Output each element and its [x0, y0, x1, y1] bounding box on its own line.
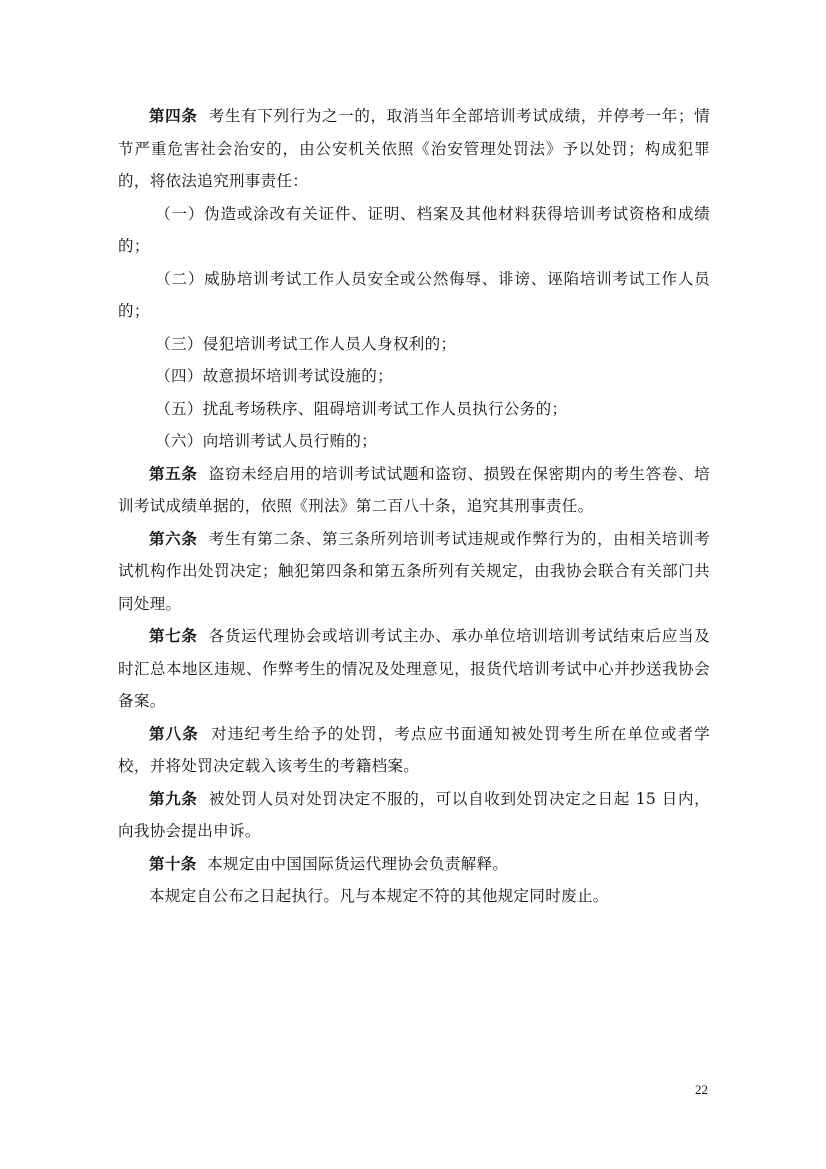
article-4 — [118, 100, 710, 198]
article-heading: 第七条 — [149, 626, 198, 645]
article-heading: 第十条 — [149, 853, 197, 873]
article-text: 考生有下列行为之一的，取消当年全部培训考试成绩，并停考一年；情节严重危害社会治安的，由公安机关依照《治安管理处罚法》予以处罚；构成犯罪的，将依法追究刑事责任： — [118, 107, 710, 190]
article-4-item-6: （六）向培训考试人员行贿的； — [155, 432, 378, 450]
article-text: 盗窃未经启用的培训考试试题和盗窃、损毁在保密期内的考生答卷、培训考试成绩单据的，依照《刑法》第二百八十条，追究其刑事责任。 — [118, 464, 710, 515]
article-9 — [118, 783, 710, 848]
closing-paragraph: 本规定自公布之日起执行。凡与本规定不符的其他规定同时废止。 — [149, 887, 609, 905]
article-text: 被处罚人员对处罚决定不服的，可以自收到处罚决定之日起 15 日内，向我协会提出申诉。 — [118, 789, 710, 840]
article-4-item-5: （五）扰乱考场秩序、阻碍培训考试工作人员执行公务的； — [155, 399, 568, 418]
article-4-item-3: （三）侵犯培训考试工作人员人身权利的； — [155, 334, 457, 353]
article-text: 本规定由中国国际货运代理协会负责解释。 — [207, 854, 509, 873]
article-5 — [118, 458, 710, 523]
article-8 — [118, 718, 710, 783]
document-body — [118, 100, 710, 913]
article-4-item-2: （二）威胁培训考试工作人员安全或公然侮辱、诽谤、诬陷培训考试工作人员的； — [118, 269, 710, 320]
article-6 — [118, 523, 710, 621]
article-4-item-4: （四）故意损坏培训考试设施的； — [155, 367, 393, 385]
article-text: 对违纪考生给予的处罚，考点应书面通知被处罚考生所在单位或者学校，并将处罚决定载入该考生的考籍档案。 — [118, 724, 710, 775]
article-10 — [118, 848, 710, 881]
article-heading: 第九条 — [149, 788, 198, 808]
article-heading: 第六条 — [149, 528, 198, 548]
page-number: 22 — [695, 1082, 708, 1097]
article-heading: 第八条 — [149, 723, 199, 743]
article-heading: 第五条 — [149, 463, 198, 483]
article-text: 各货运代理协会或培训考试主办、承办单位培训培训考试结束后应当及时汇总本地区违规、作弊考生的情况及处理意见，报货代培训考试中心并抄送我协会备案。 — [118, 627, 710, 710]
article-4-item-1: （一）伪造或涂改有关证件、证明、档案及其他材料获得培训考试资格和成绩的； — [118, 204, 710, 255]
article-7 — [118, 620, 710, 718]
article-heading: 第四条 — [149, 106, 198, 125]
article-text: 考生有第二条、第三条所列培训考试违规或作弊行为的，由相关培训考试机构作出处罚决定；触犯第四条和第五条所列有关规定，由我协会联合有关部门共同处理。 — [118, 529, 710, 613]
